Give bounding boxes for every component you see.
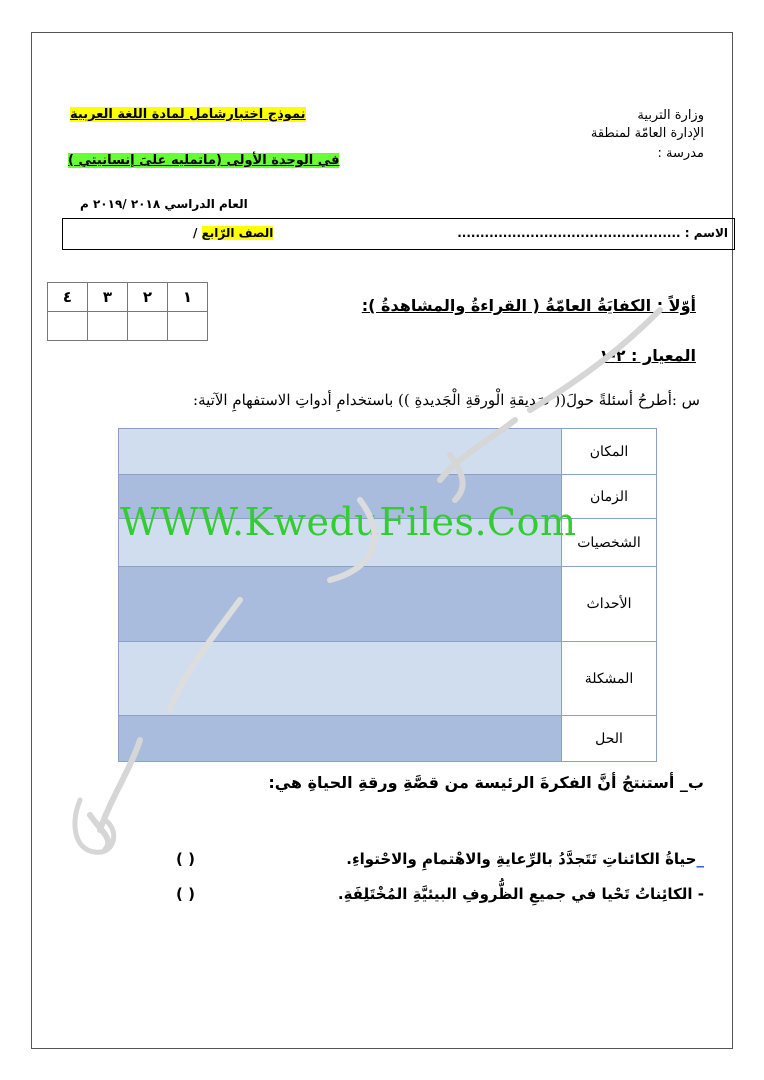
student-info-box [62,218,735,250]
answer-cell[interactable] [119,642,562,716]
score-cell[interactable] [88,312,128,341]
grade-cell: ٤ [48,283,88,312]
table-row [119,429,657,475]
score-cell[interactable] [48,312,88,341]
score-cell[interactable] [168,312,208,341]
grade-cell: ٣ [88,283,128,312]
section-title: أوّلاً : الكفايَةُ العامّةُ ( القراءةُ والمشاهدةُ ): [361,296,696,315]
table-row [119,642,657,716]
grades-table [47,282,208,341]
row-label: الحل [562,716,657,762]
row-label: المشكلة [562,642,657,716]
score-cell[interactable] [128,312,168,341]
watermark: WWW.KweduFiles.Com [120,500,577,544]
directorate-label: الإدارة العامّة لمنطقة [590,126,704,141]
option-text: الكائِناتُ تَحْيا في جميعِ الظُّروفِ البيئيَّةِ المُخْتَلِفَةِ. [337,885,693,903]
table-row [119,567,657,642]
option-row [346,850,704,868]
answer-cell[interactable] [119,429,562,475]
option-dash: _ [696,850,704,868]
student-grade: الصف الرّابع / [193,226,274,240]
academic-year: العام الدراسي ٢٠١٨ /٢٠١٩ م [80,197,248,211]
student-name-field[interactable]: الاسم : ................................................. [457,226,728,240]
option-row [338,885,704,903]
exam-title: نموذج اختبارشامل لمادة اللغة العربية [70,107,306,122]
school-label: مدرسة : [657,146,704,161]
row-label: الزمان [562,475,657,519]
row-label: الشخصيات [562,519,657,567]
question-table [118,428,657,762]
option-text: حياةُ الكائناتِ تَتَجدَّدُ بالرِّعايةِ والاهْتمامِ والاحْتواءِ. [346,850,697,868]
table-row [119,716,657,762]
option-answer-slot[interactable]: ( ) [176,885,195,903]
question-b-prompt: ب_ أستنتجُ أنَّ الفكرةَ الرئيسة من قصَّةِ ورقةِ الحياةِ هي: [268,773,704,792]
ministry-label: وزارة التربية [637,108,704,123]
grades-header-row [48,283,208,312]
answer-cell[interactable] [119,567,562,642]
question-a-prompt: س :أطرحُ أسئلةً حولَ(( صَديقةِ الْورقةِ الْجَديدةِ )) باستخدامِ أدواتِ الاستفهامِ الآتية: [193,391,700,409]
row-label: الأحداث [562,567,657,642]
grade-cell: ١ [168,283,208,312]
option-answer-slot[interactable]: ( ) [176,850,195,868]
answer-cell[interactable] [119,716,562,762]
option-dash: - [692,885,704,903]
grades-score-row [48,312,208,341]
standard-label: المعيار : ٢-١ [599,346,696,365]
unit-title: في الوحدة الأولى (ماتمليه علىَ إنسانيتي ) [68,153,340,168]
row-label: المكان [562,429,657,475]
grade-cell: ٢ [128,283,168,312]
